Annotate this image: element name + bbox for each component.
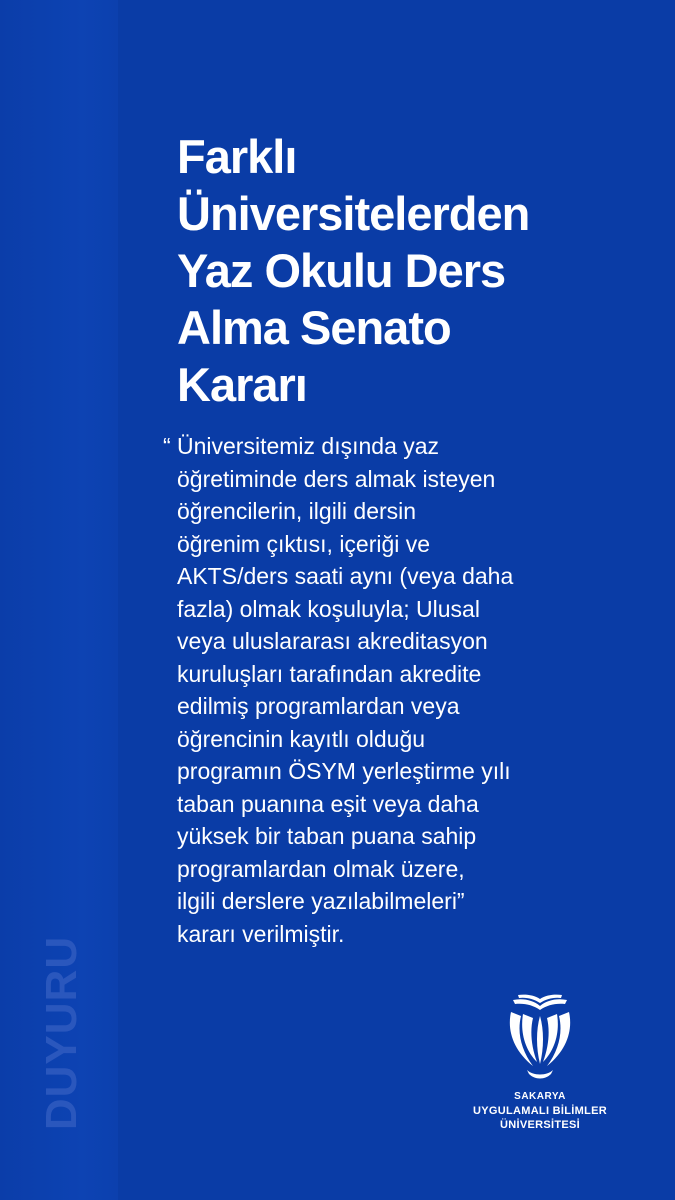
quote-line: öğretiminde ders almak isteyen bbox=[177, 465, 496, 492]
quote-line: veya uluslararası akreditasyon bbox=[177, 628, 488, 654]
quote-line: fazla) olmak koşuluyla; Ulusal bbox=[177, 595, 480, 622]
quote-line: programlardan olmak üzere, bbox=[177, 855, 465, 882]
quote-line: kararı verilmiştir. bbox=[177, 920, 345, 947]
quote-line: öğrenim çıktısı, içeriği ve bbox=[177, 530, 431, 557]
university-name bbox=[440, 1090, 640, 1132]
quote-line: AKTS/ders saati aynı (veya daha bbox=[177, 563, 514, 589]
university-name-line2: UYGULAMALI BİLİMLER bbox=[472, 1105, 608, 1117]
quote-line: edilmiş programlardan veya bbox=[177, 693, 460, 719]
quote-line: ilgili derslere yazılabilmeleri” bbox=[177, 888, 465, 914]
university-emblem-icon bbox=[503, 994, 577, 1086]
side-label-duyuru: DUYURU bbox=[37, 935, 86, 1131]
quote-line bbox=[163, 430, 633, 463]
senate-decision-quote bbox=[163, 430, 633, 950]
open-quote-mark: “ bbox=[163, 433, 171, 459]
quote-line-text: Üniversitemiz dışında yaz bbox=[177, 433, 440, 459]
title-line: Üniversitelerden bbox=[177, 187, 530, 240]
quote-line: programın ÖSYM yerleştirme yılı bbox=[177, 758, 511, 784]
quote-line: kuruluşları tarafından akredite bbox=[177, 660, 482, 687]
university-name-line3: ÜNİVERSİTESİ bbox=[499, 1119, 580, 1131]
quote-line: öğrencilerin, ilgili dersin bbox=[177, 498, 417, 524]
page-title bbox=[177, 128, 647, 413]
title-line: Yaz Okulu Ders bbox=[177, 244, 506, 297]
university-logo bbox=[440, 994, 640, 1144]
quote-line: taban puanına eşit veya daha bbox=[177, 790, 479, 817]
university-name-line1: SAKARYA bbox=[514, 1091, 566, 1102]
title-line: Alma Senato bbox=[177, 301, 451, 354]
title-line: Farklı bbox=[177, 130, 297, 183]
quote-line: yüksek bir taban puana sahip bbox=[177, 823, 477, 849]
title-line: Kararı bbox=[177, 358, 307, 411]
quote-line: öğrencinin kayıtlı olduğu bbox=[177, 725, 426, 752]
